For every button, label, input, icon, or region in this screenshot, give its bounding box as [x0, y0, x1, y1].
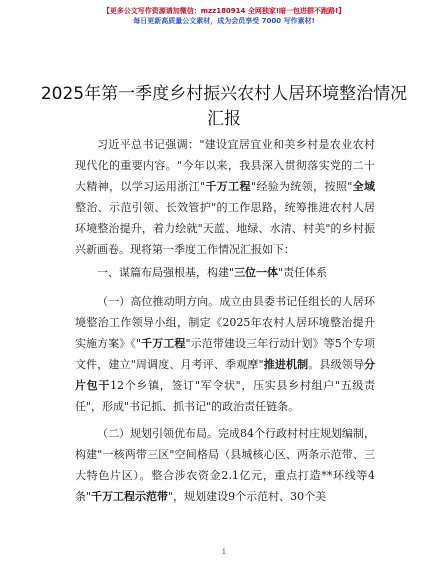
promo-banner — [0, 6, 448, 26]
intro-text-2: "经验为统领，按照" — [250, 180, 353, 193]
planning-text-2: "，规划建设9个示范村、30个美 — [168, 490, 327, 503]
leadership-text-4: 12个乡镇，签订"军令状"，压实县乡村组户"五级责任"，形成"书记抓、抓书记"的政治责任链条。 — [75, 379, 375, 413]
intro-bold-2: 全域 — [352, 180, 376, 193]
promo-banner-line-1: 【更多公文写作资源请加微信：mzz180914 全网独家!暗一包进群不跑路!】 — [102, 7, 346, 15]
heading-text-1: 一、谋篇布局强根基，构建" — [97, 266, 235, 279]
intro-text-1: 习近平总书记强调："建设宜居宜业和美乡村是农业农村现代化的重要内容。"今年以来，我县深入贯彻落实党的二十大精神，以学习运用浙江" — [75, 138, 375, 193]
heading-bold-1: 三位一体 — [234, 266, 279, 279]
planning-text-1: （二）规划引领优布局。完成84个行政村村庄规划编制，构建"一核两带三区"空间格局（县城核心区、两条示范带、三大特色片区）。整合涉农资金2.1亿元，重点打造**环线等4条" — [75, 427, 375, 503]
paragraph-planning — [75, 423, 375, 507]
document-title: 2025年第一季度乡村振兴农村人居环境整治情况汇报 — [40, 84, 408, 129]
intro-text-3: 整治、示范引领、长效管护"的工作思路，统筹推进农村人居环境整治提升，着力绘就"天蓝、地绿、水清、村美"的乡村振兴新画卷。现将第一季度工作情况汇报如下： — [75, 201, 375, 256]
planning-bold-1: 千万工程示范带 — [91, 490, 169, 503]
leadership-bold-2: 推进机制 — [263, 358, 309, 371]
leadership-text-3: 。县级领导 — [308, 358, 364, 371]
promo-banner-line-2: 每日更新高质量公文素材，成为会员享受 7000 写作素材! — [133, 17, 315, 25]
leadership-text-2: "示范带建设三年行动计划》等5个专项文件，建立"周调度、月考评、季观摩" — [75, 337, 376, 371]
heading-text-2: "责任体系 — [278, 266, 328, 279]
leadership-bold-3: 分片包干 — [75, 358, 375, 392]
leadership-text-1: （一）高位推动明方向。成立由县委书记任组长的人居环境整治工作领导小组，制定《2025年农村人居环境整治提升实施方案》《" — [75, 295, 375, 350]
intro-bold-1: 千万工程 — [205, 180, 251, 193]
page-number: 1 — [221, 548, 227, 556]
intro-paragraph — [75, 134, 375, 260]
paragraph-leadership — [75, 291, 375, 417]
section-heading-1 — [75, 262, 375, 283]
leadership-bold-1: 千万工程 — [141, 337, 186, 350]
document-body — [75, 134, 375, 507]
